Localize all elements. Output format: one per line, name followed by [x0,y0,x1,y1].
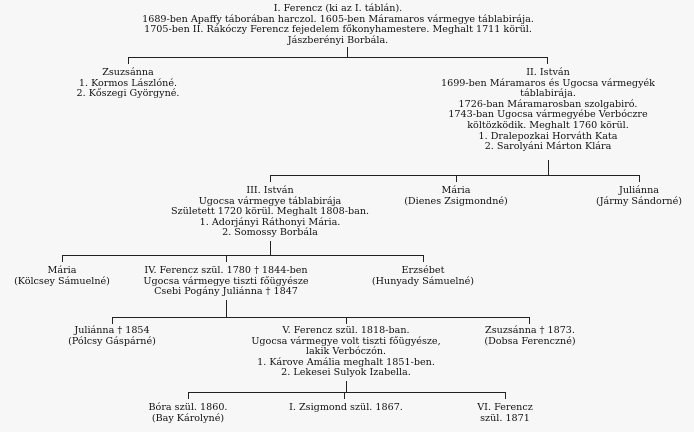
person-line: táblabirája. [520,88,576,100]
connector-line [112,317,530,318]
connector-line [112,317,113,324]
connector-line [62,255,424,256]
connector-line [423,255,424,262]
person-line: Zsuzsánna † 1873. [485,325,575,336]
person-julianna-1 [584,186,694,207]
person-line: Jászberényi Borbála. [287,34,389,46]
connector-line [188,392,506,393]
person-line: Ugocsa vármegye táblabirája [198,195,342,207]
person-line: VI. Ferencz [477,402,533,413]
person-line: (Dienes Zsigmondné) [404,195,508,207]
connector-line [188,392,189,399]
connector-line [62,255,63,262]
connector-line [226,300,227,317]
connector-line [270,175,640,176]
person-line: 1689-ben Apaffy táborában harczol. 1605-ben Máramaros vármegye táblabirája. [142,13,534,25]
connector-line [344,392,345,399]
connector-line [226,255,227,262]
person-line: Juliánna † 1854 [74,325,150,336]
connector-line [346,381,347,392]
person-zsuzsanna-1 [68,68,188,100]
person-line: I. Zsigmond szül. 1867. [289,402,403,413]
connector-line [639,175,640,182]
person-line: Mária [441,185,471,196]
person-line: 1. Kormos Lászlóné. [78,77,178,89]
connector-line [548,160,549,175]
person-line: 1. Adorjányi Ráthonyi Mária. [199,216,341,228]
person-line: III. István [246,185,294,196]
connector-line [547,57,548,64]
person-line: 2. Kőszegi Györgyné. [76,88,180,100]
person-erzsebet [360,266,486,287]
person-line: 2. Sarolyáni Márton Klára [484,141,612,153]
person-line: 1699-ben Máramaros és Ugocsa vármegyék [441,77,655,89]
person-ferenc-vi [460,403,550,424]
person-maria-2 [0,266,124,287]
connector-line [456,175,457,182]
person-istvan-iii [170,186,370,239]
person-ferenc-iv [126,266,326,298]
person-line: 1726-ban Máramarosban szolgabiró. [458,98,638,110]
person-line: (Jármy Sándorné) [595,195,683,207]
connector-line [270,241,271,255]
person-line: (Kölcsey Sámuelné) [14,275,110,287]
person-line: 1705-ben II. Rákóczy Ferencz fejedelem főkonyhamestere. Meghalt 1711 körül. [144,24,532,36]
person-line: szül. 1871 [480,412,530,424]
person-line: (Dobsa Ferenczné) [484,335,576,347]
person-line: 2. Lekesei Sulyok Izabella. [281,367,411,379]
person-line: 1. Dralepozkai Horváth Kata [478,130,618,142]
person-line: IV. Ferencz szül. 1780 † 1844-ben [144,265,308,276]
person-line: 1743-ban Ugocsa vármegyébe Verbóczre [448,109,648,121]
person-line: Csebi Pogány Juliánna † 1847 [154,286,298,298]
connector-line [529,317,530,324]
person-ferenc-v [226,326,466,379]
person-bora [132,403,244,424]
person-line: (Bay Károlyné) [151,412,225,424]
person-line: Juliánna [619,185,659,196]
person-istvan-ii [408,68,688,153]
person-line: V. Ferencz szül. 1818-ban. [282,325,410,336]
connector-line [505,392,506,399]
person-line: költözködik. Meghalt 1760 körül. [467,119,629,131]
person-line: Született 1720 körül. Meghalt 1808-ban. [170,206,370,218]
person-line: Bóra szül. 1860. [148,402,228,413]
connector-line [346,317,347,324]
person-line: I. Ferencz (ki az I. táblán). [273,3,403,14]
person-line: Mária [47,265,77,276]
person-maria-1 [396,186,516,207]
person-line: Zsuzsánna [102,67,154,78]
person-line: Ugocsa vármegye volt tiszti főügyésze, [251,335,441,347]
person-line: (Pólcsy Gáspárné) [68,335,156,347]
person-line: Ugocsa vármegye tiszti főügyésze [143,275,309,287]
connector-line [347,47,348,57]
person-ferenc-i [128,4,548,46]
connector-line [270,175,271,182]
person-zsigmond [276,403,416,414]
person-line: Erzsébet [401,265,445,276]
person-line: II. István [526,67,570,78]
person-julianna-2 [52,326,172,347]
person-zsuzsanna-2 [474,326,586,347]
person-line: lakik Verbóczón. [305,346,387,358]
connector-line [128,57,548,58]
person-line: 2. Somossy Borbála [222,227,318,239]
person-line: (Hunyady Sámuelné) [371,275,475,287]
person-line: 1. Károve Amália meghalt 1851-ben. [257,356,435,368]
connector-line [128,57,129,64]
